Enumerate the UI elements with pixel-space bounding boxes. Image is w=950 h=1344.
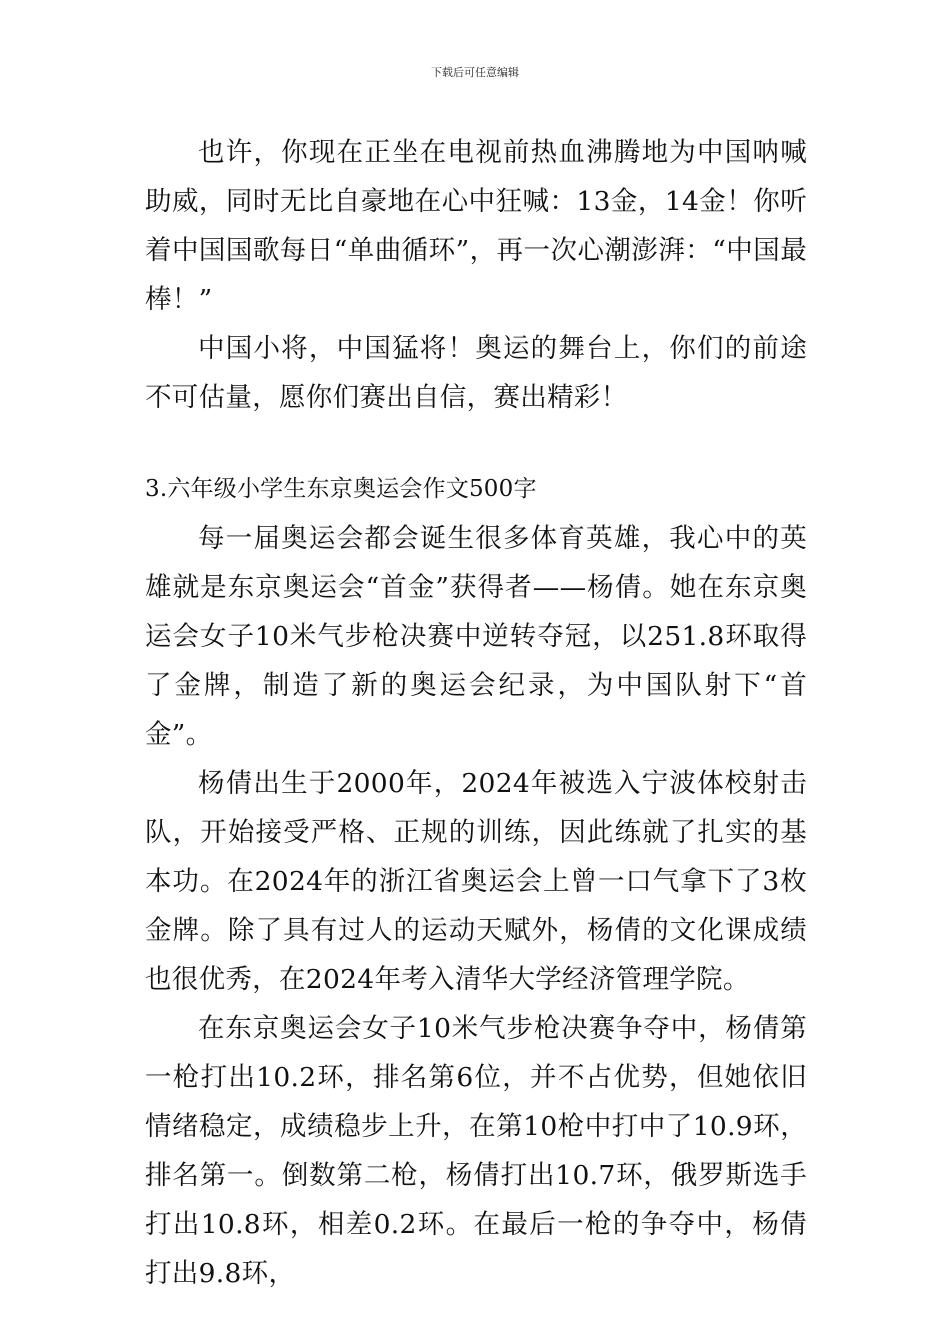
- document-body: [145, 128, 807, 1298]
- paragraph: 每一届奥运会都会诞生很多体育英雄，我心中的英雄就是东京奥运会“首金”获得者——杨倩。她在东京奥运会女子10米气步枪决赛中逆转夺冠，以251.8环取得了金牌，制造了新的奥运会纪录，为中国队射下“首金”。: [145, 523, 807, 750]
- paragraph: 中国小将，中国猛将！奥运的舞台上，你们的前途不可估量，愿你们赛出自信，赛出精彩！: [145, 333, 807, 413]
- paragraph: 在东京奥运会女子10米气步枪决赛争夺中，杨倩第一枪打出10.2环，排名第6位，并不占优势，但她依旧情绪稳定，成绩稳步上升，在第10枪中打中了10.9环，排名第一。倒数第二枪，杨倩打出10.7环，俄罗斯选手打出10.8环，相差0.2环。在最后一枪的争夺中，杨倩打出9.8环，: [145, 1013, 807, 1289]
- page-header: 下载后可任意编辑: [431, 66, 519, 79]
- paragraph: 也许，你现在正坐在电视前热血沸腾地为中国呐喊助威，同时无比自豪地在心中狂喊：13金，14金！你听着中国国歌每日“单曲循环”，再一次心潮澎湃：“中国最棒！”: [145, 137, 807, 315]
- section-heading: 3.六年级小学生东京奥运会作文500字: [145, 476, 537, 502]
- paragraph: 杨倩出生于2000年，2024年被选入宁波体校射击队，开始接受严格、正规的训练，因此练就了扎实的基本功。在2024年的浙江省奥运会上曾一口气拿下了3枚金牌。除了具有过人的运动天赋外，杨倩的文化课成绩也很优秀，在2024年考入清华大学经济管理学院。: [145, 768, 807, 995]
